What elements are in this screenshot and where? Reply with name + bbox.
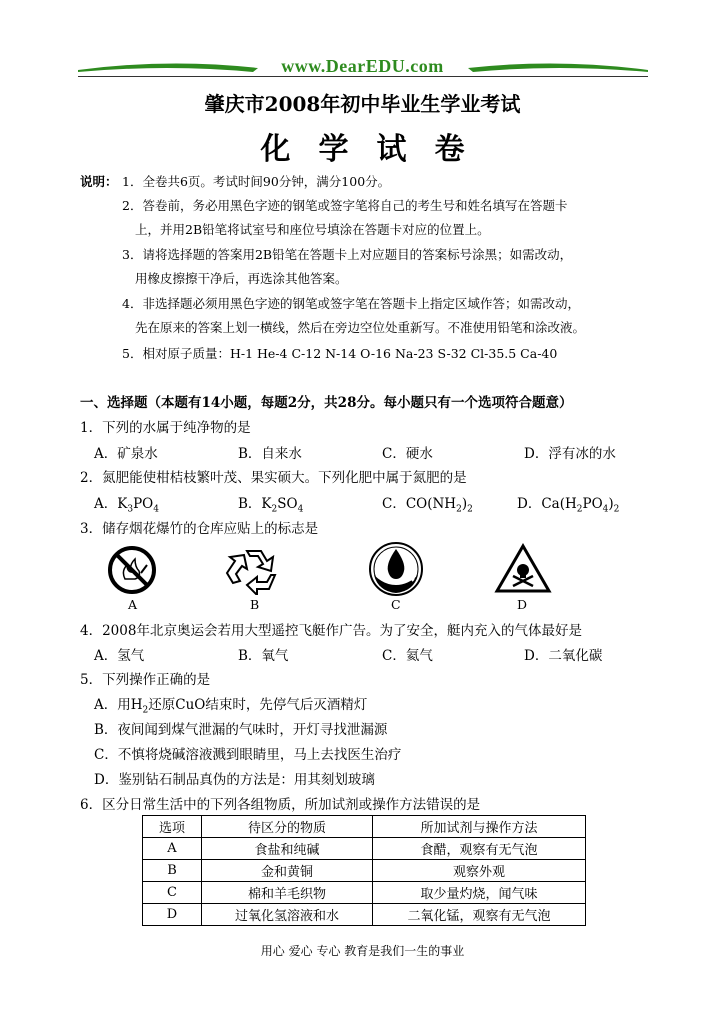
q2-stem: 2．氮肥能使柑桔枝繁叶茂、果实硕大。下列化肥中属于氮肥的是 bbox=[80, 470, 467, 486]
table-header-row bbox=[143, 816, 586, 838]
q1-option-a[interactable]: A．矿泉水 bbox=[94, 446, 158, 462]
header-rule bbox=[78, 76, 648, 77]
table-cell: C bbox=[143, 882, 202, 904]
instructions-label: 说明： bbox=[80, 174, 118, 189]
poison-icon[interactable] bbox=[494, 543, 552, 595]
table-row bbox=[143, 904, 586, 926]
water-drop-icon[interactable] bbox=[368, 541, 424, 597]
q2-option-d[interactable]: D．$Ca(H_2PO_4)_2$ bbox=[517, 496, 620, 515]
instruction-2b: 上，并用2B铅笔将试室号和座位号填涂在答题卡对应的位置上。 bbox=[135, 222, 490, 237]
q5-stem: 5．下列操作正确的是 bbox=[80, 672, 211, 688]
q5-option-a[interactable]: A．用$H_2$还原CuO结束时，先停气后灭酒精灯 bbox=[94, 697, 368, 716]
instruction-2: 2．答卷前，务必用黑色字迹的钢笔或签字笔将自己的考生号和姓名填写在答题卡 bbox=[122, 198, 568, 213]
q4-option-c[interactable]: C．氦气 bbox=[382, 648, 433, 664]
table-cell: D bbox=[143, 904, 202, 926]
instruction-4b: 先在原来的答案上划一横线，然后在旁边空位处重新写。不准使用铅笔和涂改液。 bbox=[135, 320, 586, 335]
q2-option-c[interactable]: C．$CO(NH_2)_2$ bbox=[382, 496, 473, 515]
q2-option-a[interactable]: A．$K_3PO_4$ bbox=[94, 496, 159, 515]
q1-option-d[interactable]: D．浮有冰的水 bbox=[524, 446, 616, 462]
q2-option-b[interactable]: B．$K_2SO_4$ bbox=[238, 496, 304, 515]
instruction-3b: 用橡皮擦擦干净后，再选涂其他答案。 bbox=[135, 271, 348, 286]
instruction-4: 4．非选择题必须用黑色字迹的钢笔或签字笔在答题卡上指定区域作答；如需改动， bbox=[122, 296, 580, 311]
table-row bbox=[143, 882, 586, 904]
site-logo[interactable]: www.DearEDU.com bbox=[281, 56, 444, 76]
q3-stem: 3．储存烟花爆竹的仓库应贴上的标志是 bbox=[80, 521, 319, 537]
page-footer: 用心 爱心 专心 教育是我们一生的事业 bbox=[260, 944, 465, 958]
q3-label-b: B bbox=[250, 597, 260, 612]
table-cell: 食醋，观察有无气泡 bbox=[373, 838, 586, 860]
q3-label-d: D bbox=[517, 597, 528, 612]
exam-title: 肇庆市2008年初中毕业生学业考试 bbox=[204, 92, 521, 116]
instruction-5: 5．相对原子质量：H-1 He-4 C-12 N-14 O-16 Na-23 S-32 Cl-35.5 Ca-40 bbox=[122, 346, 558, 361]
q1-option-b[interactable]: B．自来水 bbox=[238, 446, 302, 462]
table-row bbox=[143, 860, 586, 882]
table-header: 选项 bbox=[143, 816, 202, 838]
table-cell: A bbox=[143, 838, 202, 860]
table-header: 待区分的物质 bbox=[202, 816, 373, 838]
no-fire-icon[interactable] bbox=[107, 545, 157, 595]
q3-label-a: A bbox=[128, 597, 138, 612]
table-cell: 棉和羊毛织物 bbox=[202, 882, 373, 904]
q4-stem: 4．2008年北京奥运会若用大型遥控飞艇作广告。为了安全，艇内充入的气体最好是 bbox=[80, 623, 582, 639]
table-cell: 二氧化锰，观察有无气泡 bbox=[373, 904, 586, 926]
q5-option-d[interactable]: D．鉴别钻石制品真伪的方法是：用其刻划玻璃 bbox=[94, 772, 375, 788]
q4-option-b[interactable]: B．氧气 bbox=[238, 648, 289, 664]
table-cell: 食盐和纯碱 bbox=[202, 838, 373, 860]
table-header: 所加试剂与操作方法 bbox=[373, 816, 586, 838]
section-heading: 一、选择题（本题有14小题，每题2分，共28分。每小题只有一个选项符合题意） bbox=[80, 395, 573, 411]
q6-stem: 6．区分日常生活中的下列各组物质，所加试剂或操作方法错误的是 bbox=[80, 797, 481, 813]
table-cell: 金和黄铜 bbox=[202, 860, 373, 882]
q1-stem: 1．下列的水属于纯净物的是 bbox=[80, 420, 251, 436]
table-cell: B bbox=[143, 860, 202, 882]
q3-label-c: C bbox=[391, 597, 401, 612]
table-row bbox=[143, 838, 586, 860]
table-cell: 观察外观 bbox=[373, 860, 586, 882]
subject-title: 化学试卷 bbox=[260, 132, 493, 167]
instruction-3: 3．请将选择题的答案用2B铅笔在答题卡上对应题目的答案标号涂黑；如需改动， bbox=[122, 247, 573, 262]
q1-option-c[interactable]: C．硬水 bbox=[382, 446, 433, 462]
instruction-1: 1．全卷共6页。考试时间90分钟，满分100分。 bbox=[122, 174, 391, 189]
q4-option-d[interactable]: D．二氧化碳 bbox=[524, 648, 603, 664]
table-cell: 过氧化氢溶液和水 bbox=[202, 904, 373, 926]
q4-option-a[interactable]: A．氢气 bbox=[94, 648, 145, 664]
table-cell: 取少量灼烧，闻气味 bbox=[373, 882, 586, 904]
q5-option-c[interactable]: C．不慎将烧碱溶液溅到眼睛里，马上去找医生治疗 bbox=[94, 747, 402, 763]
q5-option-b[interactable]: B．夜间闻到煤气泄漏的气味时，开灯寻找泄漏源 bbox=[94, 722, 388, 738]
recycle-icon[interactable] bbox=[225, 545, 283, 595]
q6-table bbox=[142, 815, 586, 926]
